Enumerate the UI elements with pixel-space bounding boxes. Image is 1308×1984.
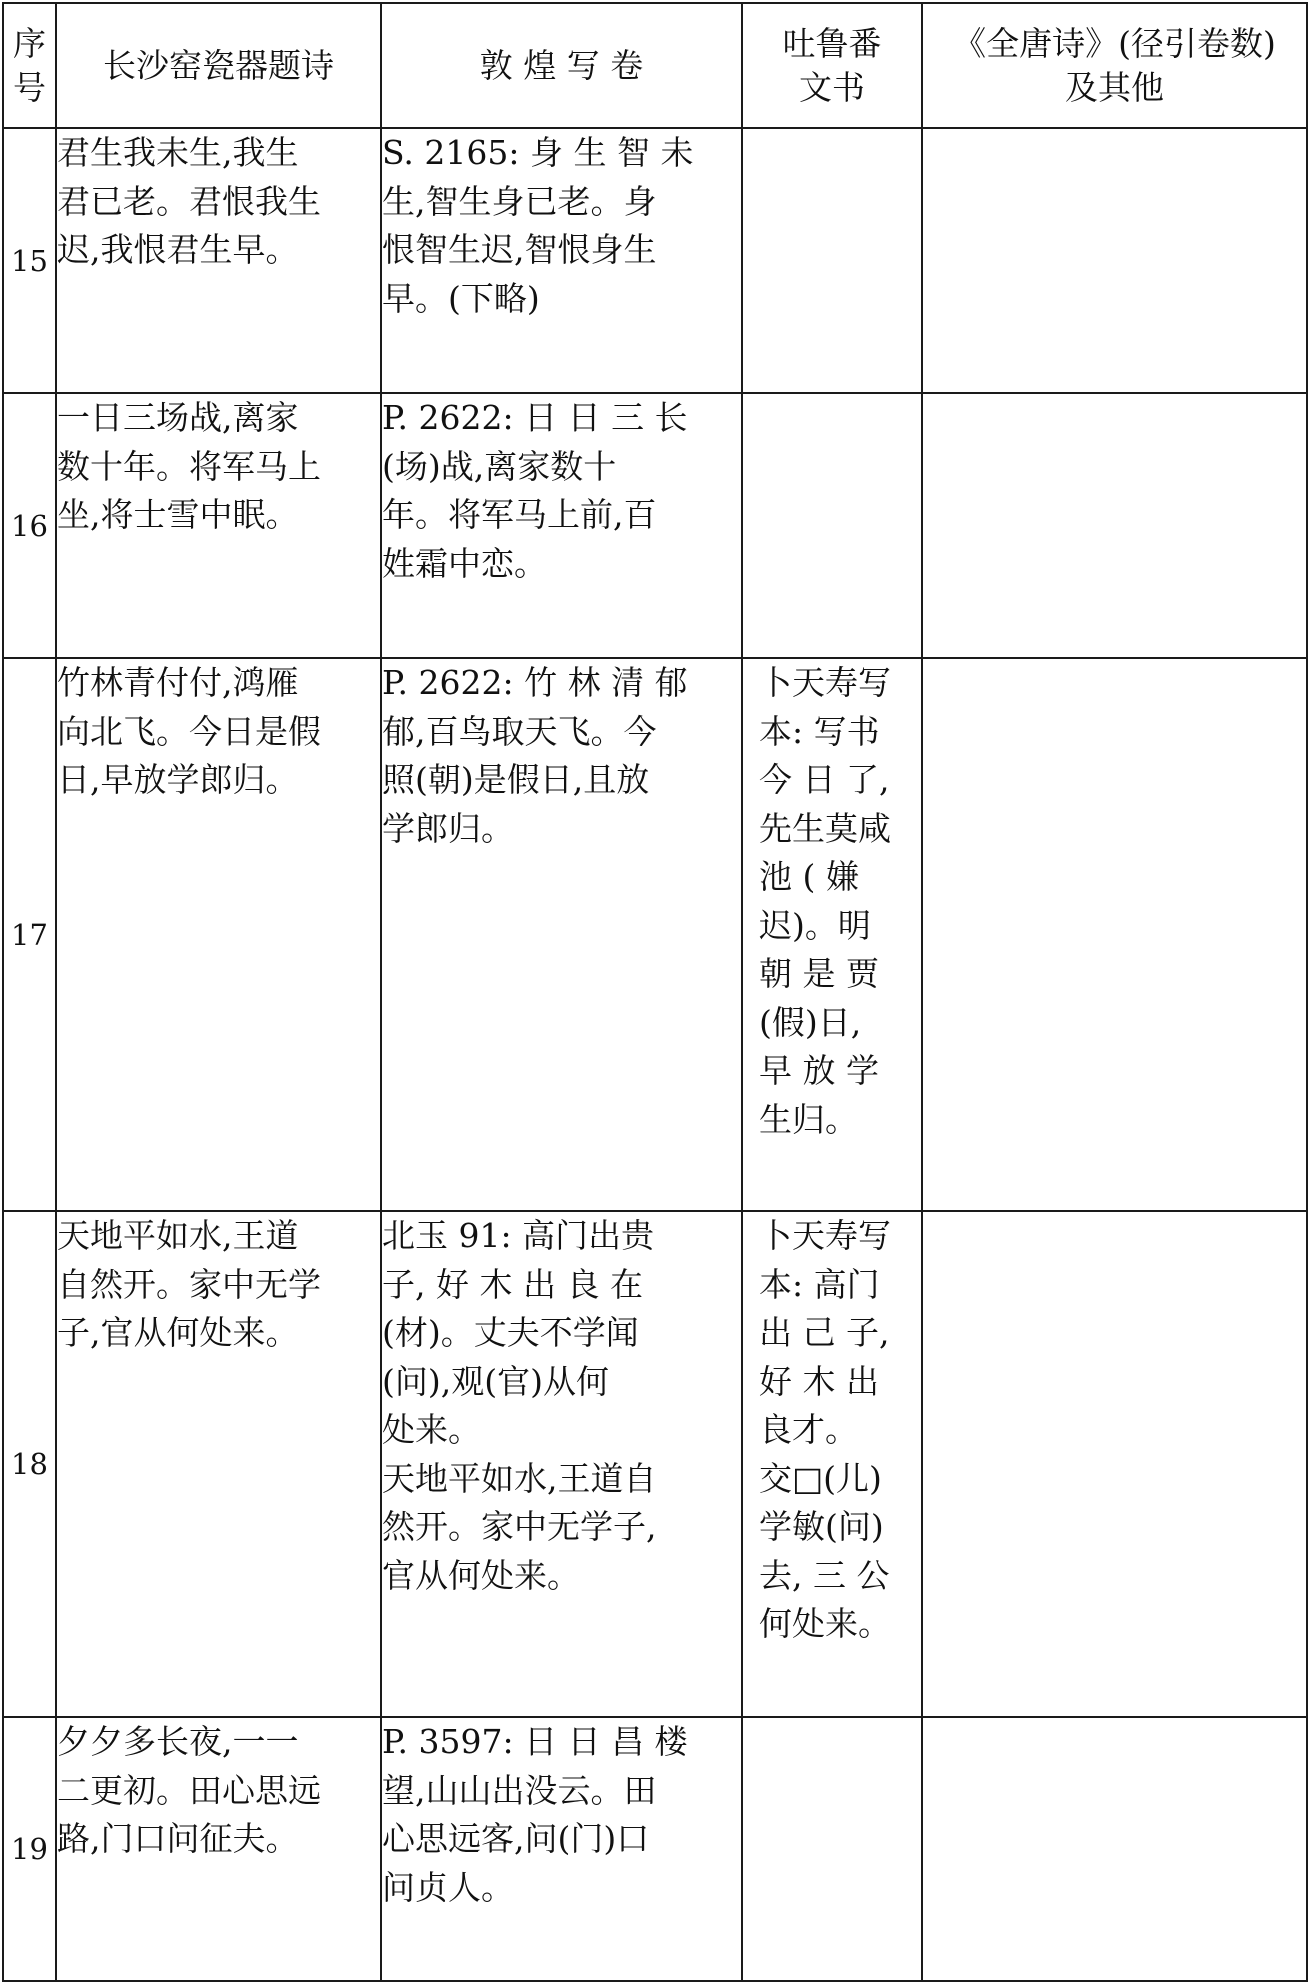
changsha-text-line: 日,早放学郎归。 [57, 760, 299, 799]
turfan-text-line: 今 日 了, [759, 760, 890, 799]
changsha-text-line: 君已老。君恨我生 [57, 181, 321, 221]
dunhuang-cell [381, 1211, 742, 1717]
dunhuang-text-line: 心思远客,问(门)口 [382, 1819, 650, 1858]
header-index [3, 3, 56, 128]
dunhuang-cell [381, 1717, 742, 1981]
row-number: 16 [3, 393, 56, 658]
row-number: 17 [3, 658, 56, 1211]
turfan-text-line: 朝 是 贾 [759, 954, 879, 993]
changsha-cell [56, 128, 381, 393]
dunhuang-text-line: 恨智生迟,智恨身生 [382, 230, 657, 269]
dunhuang-text-line: 姓霜中恋。 [382, 543, 547, 583]
turfan-text-line: 早 放 学 [759, 1051, 879, 1090]
changsha-text-line: 路,门口问征夫。 [57, 1819, 299, 1858]
quantang-cell [922, 393, 1307, 658]
quantang-cell [922, 658, 1307, 1211]
changsha-text-line: 天地平如水,王道 [57, 1216, 299, 1255]
dunhuang-cell [381, 658, 742, 1211]
turfan-text-line: 本: 写书 [759, 711, 880, 751]
dunhuang-text-line: (材)。丈夫不学闻 [382, 1313, 639, 1352]
changsha-cell [56, 1717, 381, 1981]
table-row [3, 658, 1307, 1211]
row-number: 19 [3, 1717, 56, 1981]
table-row [3, 393, 1307, 658]
table-row [3, 1717, 1307, 1981]
dunhuang-text-line: P. 2622: 日 日 三 长 [382, 398, 688, 437]
dunhuang-text-line: 问贞人。 [382, 1867, 514, 1907]
turfan-cell [742, 128, 922, 393]
dunhuang-text-line: S. 2165: 身 生 智 未 [382, 133, 694, 172]
changsha-cell [56, 1211, 381, 1717]
header-changsha: 长沙窑瓷器题诗 [56, 3, 381, 128]
header-dunhuang: 敦 煌 写 卷 [381, 3, 742, 128]
changsha-cell [56, 658, 381, 1211]
header-quantang-line: 及其他 [1065, 67, 1164, 107]
poem-comparison-table [2, 2, 1308, 1982]
changsha-cell [56, 393, 381, 658]
changsha-text-line: 迟,我恨君生早。 [57, 230, 299, 269]
turfan-text-line: 卜天寿写 [759, 663, 891, 702]
changsha-text-line: 自然开。家中无学 [57, 1264, 321, 1304]
dunhuang-text-line: 子, 好 木 出 良 在 [382, 1264, 643, 1304]
dunhuang-text-line: 天地平如水,王道自 [382, 1458, 657, 1498]
turfan-text-line: 交□(儿) [759, 1458, 882, 1498]
dunhuang-text-line: 望,山山出没云。田 [382, 1770, 657, 1810]
header-row [3, 3, 1307, 128]
table-row [3, 1211, 1307, 1717]
header-quantang [922, 3, 1307, 128]
dunhuang-text-line: (问),观(官)从何 [382, 1361, 609, 1401]
turfan-text-line: 先生莫咸 [759, 808, 891, 848]
dunhuang-text-line: (场)战,离家数十 [382, 446, 617, 486]
header-turfan-line: 文书 [799, 67, 865, 107]
dunhuang-text-line: 学郎归。 [382, 808, 514, 848]
dunhuang-cell [381, 393, 742, 658]
changsha-text-line: 二更初。田心思远 [57, 1770, 321, 1810]
turfan-text-line: 本: 高门 [759, 1264, 880, 1304]
dunhuang-text-line: 郁,百鸟取天飞。今 [382, 711, 657, 751]
header-quantang-line: 《全唐诗》(径引卷数) [953, 23, 1276, 63]
turfan-text-line: 出 己 子, [759, 1313, 890, 1352]
dunhuang-text-line: 官从何处来。 [382, 1555, 580, 1595]
turfan-text-line: 何处来。 [759, 1604, 891, 1643]
dunhuang-text-line: 处来。 [382, 1410, 481, 1449]
dunhuang-text-line: 然开。家中无学子, [382, 1507, 657, 1546]
dunhuang-text-line: P. 3597: 日 日 昌 楼 [382, 1722, 688, 1761]
row-number: 18 [3, 1211, 56, 1717]
header-turfan-line: 吐鲁番 [782, 23, 882, 63]
quantang-cell [922, 1717, 1307, 1981]
turfan-text-line: 好 木 出 [759, 1361, 879, 1401]
dunhuang-cell [381, 128, 742, 393]
changsha-text-line: 坐,将士雪中眠。 [57, 495, 299, 534]
changsha-text-line: 一日三场战,离家 [57, 398, 299, 437]
dunhuang-text-line: P. 2622: 竹 林 清 郁 [382, 663, 688, 702]
turfan-cell [742, 1717, 922, 1981]
dunhuang-text-line: 年。将军马上前,百 [382, 495, 657, 534]
changsha-text-line: 竹林青付付,鸿雁 [57, 663, 299, 702]
changsha-text-line: 子,官从何处来。 [57, 1313, 299, 1352]
turfan-text-line: 去, 三 公 [759, 1555, 890, 1595]
turfan-cell [742, 1211, 922, 1717]
table-body [3, 128, 1307, 1981]
turfan-text-line: 良才。 [759, 1410, 858, 1449]
turfan-text-line: 池 ( 嫌 [759, 857, 859, 896]
turfan-text-line: 生归。 [759, 1099, 858, 1139]
changsha-text-line: 数十年。将军马上 [57, 446, 321, 486]
header-index-line: 序 [13, 23, 46, 63]
header-turfan [742, 3, 922, 128]
turfan-text-line: 学敏(问) [759, 1507, 884, 1546]
quantang-cell [922, 128, 1307, 393]
dunhuang-text-line: 照(朝)是假日,且放 [382, 760, 650, 799]
row-number: 15 [3, 128, 56, 393]
table-row [3, 128, 1307, 393]
changsha-text-line: 夕夕多长夜,一一 [57, 1722, 299, 1761]
turfan-text-line: 迟)。明 [759, 905, 871, 945]
turfan-text-line: 卜天寿写 [759, 1216, 891, 1255]
turfan-text-line: (假)日, [759, 1002, 862, 1042]
dunhuang-text-line: 北玉 91: 高门出贵 [382, 1216, 655, 1255]
changsha-text-line: 君生我未生,我生 [57, 133, 299, 172]
turfan-cell [742, 393, 922, 658]
turfan-cell [742, 658, 922, 1211]
quantang-cell [922, 1211, 1307, 1717]
header-index-line: 号 [13, 67, 46, 107]
changsha-text-line: 向北飞。今日是假 [57, 711, 321, 751]
dunhuang-text-line: 早。(下略) [382, 278, 540, 318]
dunhuang-text-line: 生,智生身已老。身 [382, 181, 657, 221]
